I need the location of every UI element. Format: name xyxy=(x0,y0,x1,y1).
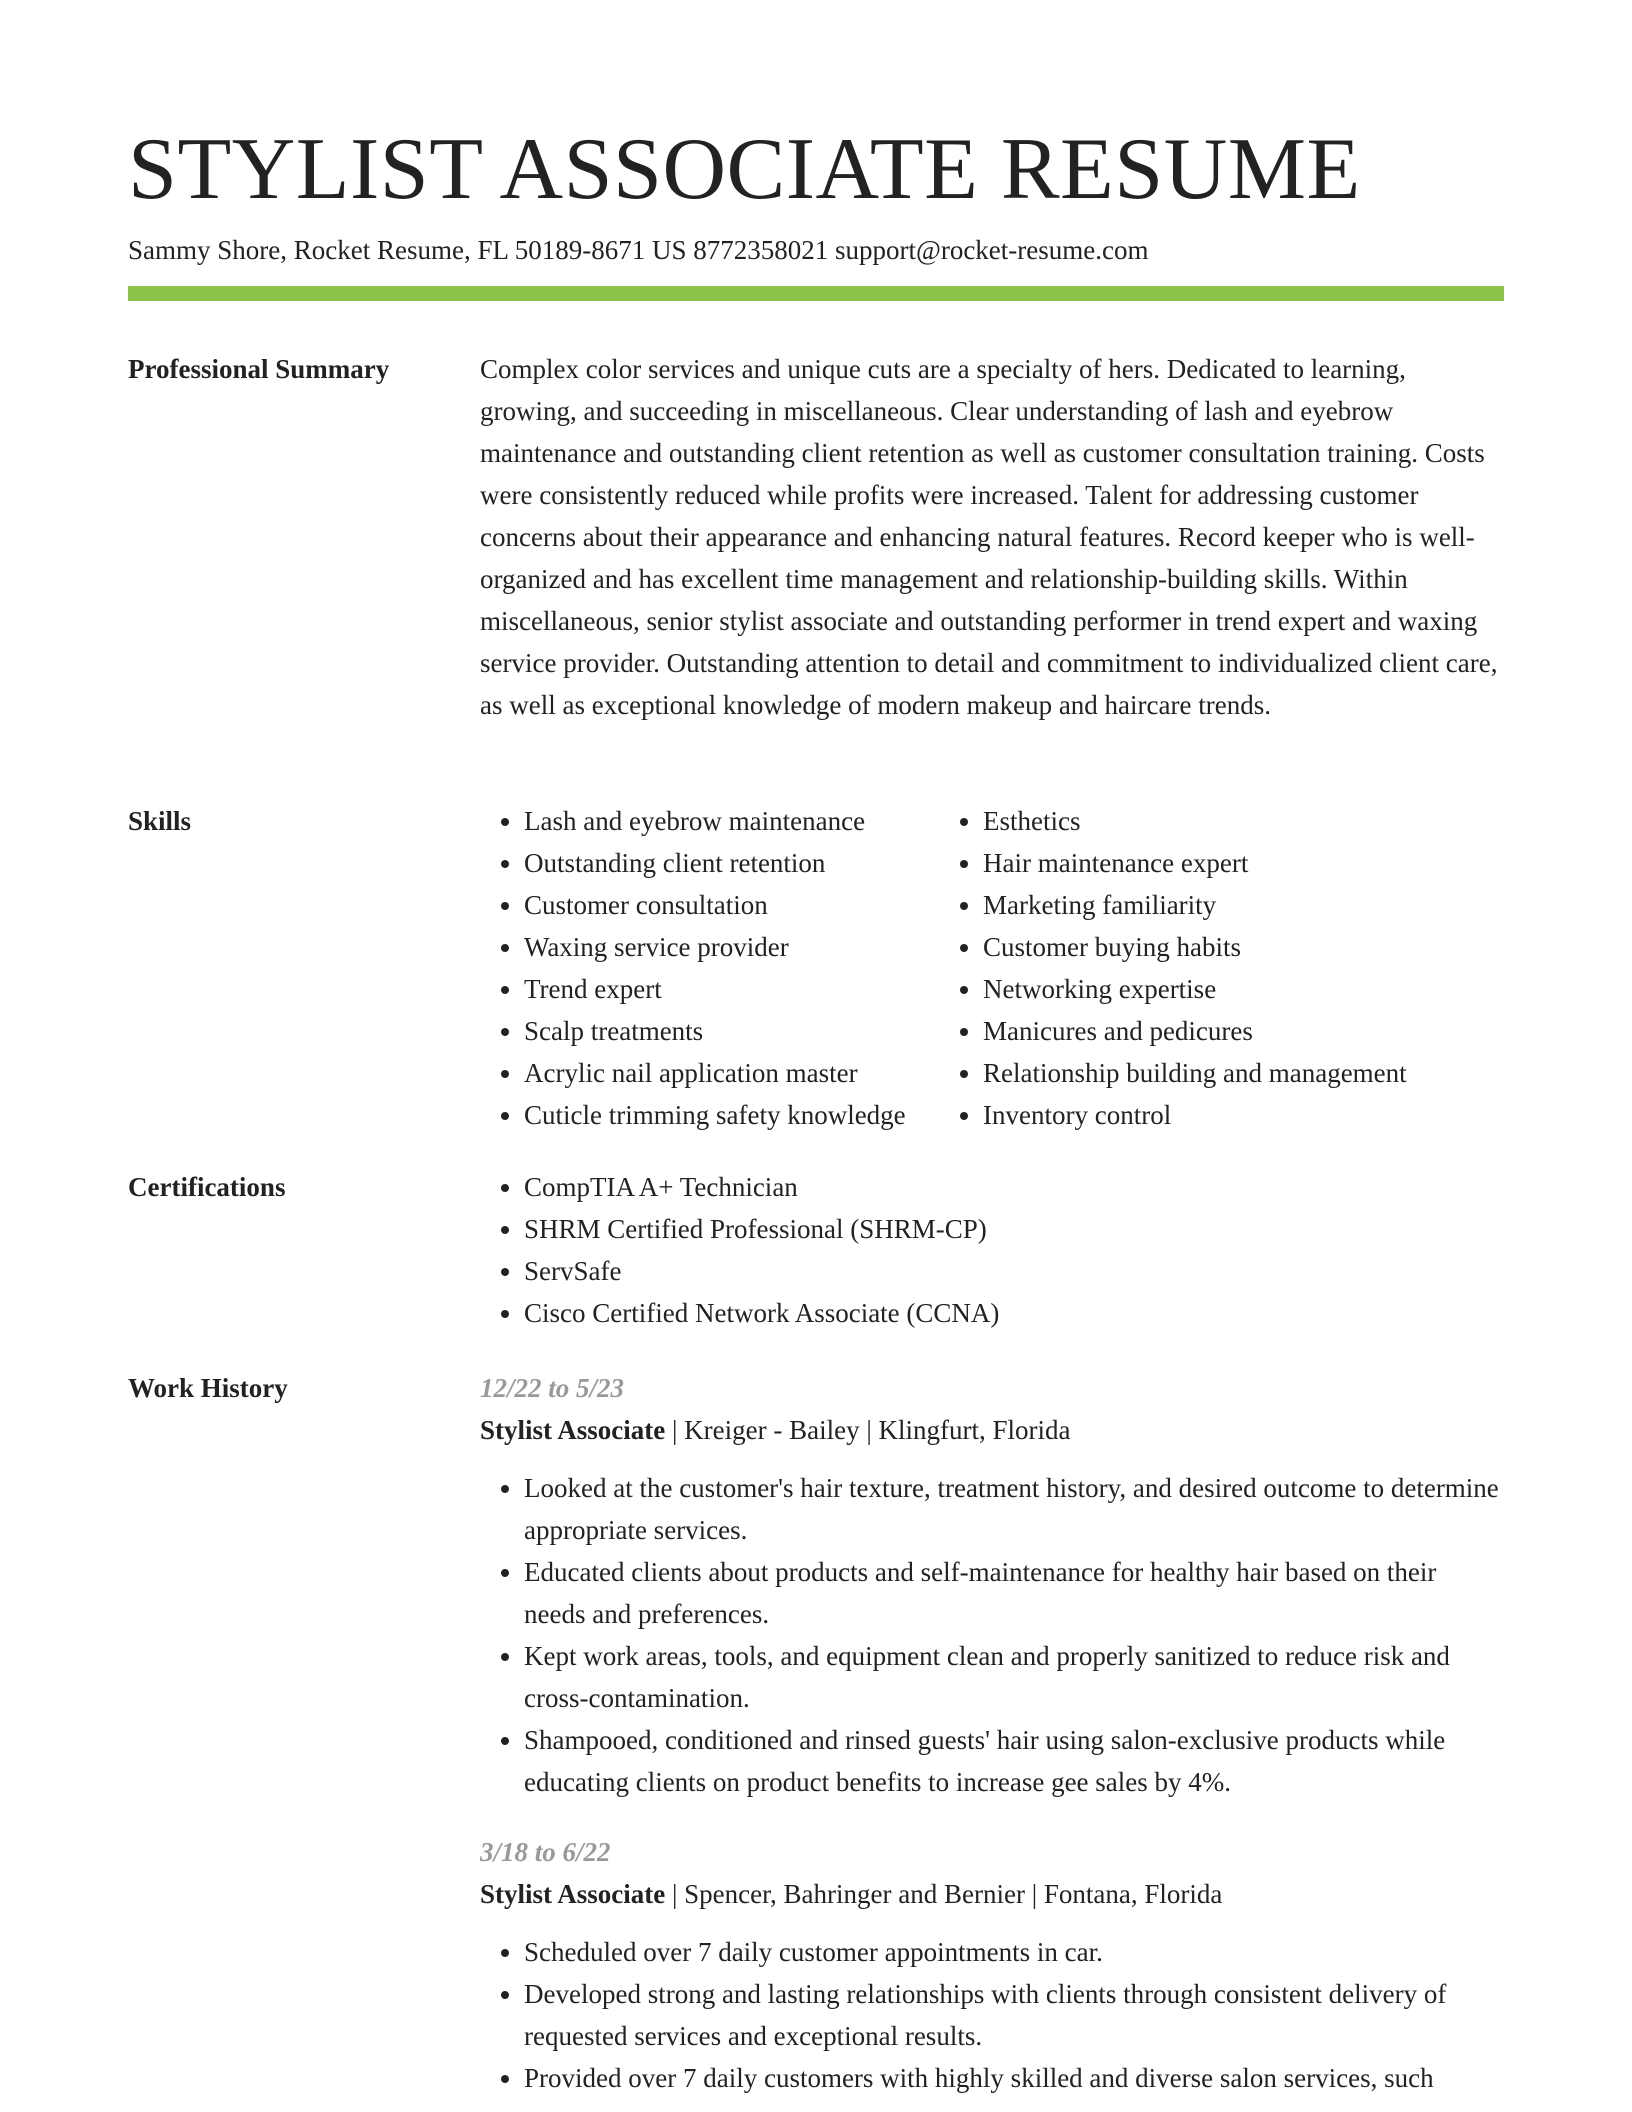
contact-line: Sammy Shore, Rocket Resume, FL 50189-8671 US 8772358021 support@rocket-resume.com xyxy=(128,235,1149,265)
skill-item: • Acrylic nail application master xyxy=(524,1052,939,1094)
skill-item: • Networking expertise xyxy=(983,968,1504,1010)
summary-section xyxy=(480,348,1504,726)
job-bullet: • Shampooed, conditioned and rinsed guests' hair using salon-exclusive products while educating clients on product benefits to increase gee sales by 4%. xyxy=(524,1719,1504,1803)
summary-label: Professional Summary xyxy=(128,354,390,384)
skills-label: Skills xyxy=(128,806,192,836)
skill-item: • Cuticle trimming safety knowledge xyxy=(524,1094,939,1136)
job-bullets xyxy=(480,1467,1504,1803)
job-dates: 3/18 to 6/22 xyxy=(480,1837,611,1867)
job-bullet: • Educated clients about products and self-maintenance for healthy hair based on their needs and preferences. xyxy=(524,1551,1504,1635)
job-bullets xyxy=(480,1931,1504,2099)
skill-item: • Lash and eyebrow maintenance xyxy=(524,800,939,842)
job-employer-location: | Spencer, Bahringer and Bernier | Fontana, Florida xyxy=(665,1879,1223,1909)
certification-item: • ServSafe xyxy=(524,1250,1504,1292)
certifications-list xyxy=(480,1166,1504,1334)
skill-item: • Relationship building and management xyxy=(983,1052,1504,1094)
skills-list-right xyxy=(939,800,1504,1136)
job-title: Stylist Associate xyxy=(480,1415,666,1445)
skill-item: • Manicures and pedicures xyxy=(983,1010,1504,1052)
job-entry xyxy=(480,1367,1504,1803)
job-bullet: • Provided over 7 daily customers with highly skilled and diverse salon services, such xyxy=(524,2057,1504,2099)
skill-item: • Marketing familiarity xyxy=(983,884,1504,926)
job-heading xyxy=(480,1409,1504,1451)
job-dates: 12/22 to 5/23 xyxy=(480,1373,625,1403)
job-bullet: • Looked at the customer's hair texture, treatment history, and desired outcome to determine appropriate services. xyxy=(524,1467,1504,1551)
skill-item: • Esthetics xyxy=(983,800,1504,842)
certification-item: • SHRM Certified Professional (SHRM-CP) xyxy=(524,1208,1504,1250)
summary-text: Complex color services and unique cuts are a specialty of hers. Dedicated to learning, growing, and succeeding in miscellaneous. Clear understanding of lash and eyebrow maintenance and outstanding client retention as well as customer consultation training. Costs were consistently reduced while profits were increased. Talent for addressing customer concerns about their appearance and enhancing natural features. Record keeper who is well-organized and has excellent time management and relationship-building skills. Within miscellaneous, senior stylist associate and outstanding performer in trend expert and waxing service provider. Outstanding attention to detail and commitment to individualized client care, as well as exceptional knowledge of modern makeup and haircare trends. xyxy=(480,354,1498,720)
skill-item: • Outstanding client retention xyxy=(524,842,939,884)
job-bullet: • Kept work areas, tools, and equipment clean and properly sanitized to reduce risk and cross-contamination. xyxy=(524,1635,1504,1719)
skill-item: • Waxing service provider xyxy=(524,926,939,968)
work-history-section xyxy=(480,1367,1504,2099)
skill-item: • Trend expert xyxy=(524,968,939,1010)
skill-item: • Customer buying habits xyxy=(983,926,1504,968)
work-history-label: Work History xyxy=(128,1373,288,1403)
job-bullet: • Developed strong and lasting relationships with clients through consistent delivery of requested services and exceptional results. xyxy=(524,1973,1504,2057)
job-entry xyxy=(480,1831,1504,2099)
resume-title: STYLIST ASSOCIATE RESUME xyxy=(128,121,1361,218)
skill-item: • Scalp treatments xyxy=(524,1010,939,1052)
job-employer-location: | Kreiger - Bailey | Klingfurt, Florida xyxy=(665,1415,1071,1445)
job-heading xyxy=(480,1873,1504,1915)
skills-section xyxy=(480,800,1504,1136)
job-title: Stylist Associate xyxy=(480,1879,666,1909)
skill-item: • Inventory control xyxy=(983,1094,1504,1136)
certification-item: • CompTIA A+ Technician xyxy=(524,1166,1504,1208)
header-divider xyxy=(128,286,1504,301)
skills-list-left xyxy=(480,800,939,1136)
certification-item: • Cisco Certified Network Associate (CCNA) xyxy=(524,1292,1504,1334)
certifications-section xyxy=(480,1166,1504,1334)
skill-item: • Hair maintenance expert xyxy=(983,842,1504,884)
certifications-label: Certifications xyxy=(128,1172,286,1202)
job-bullet: • Scheduled over 7 daily customer appointments in car. xyxy=(524,1931,1504,1973)
skill-item: • Customer consultation xyxy=(524,884,939,926)
